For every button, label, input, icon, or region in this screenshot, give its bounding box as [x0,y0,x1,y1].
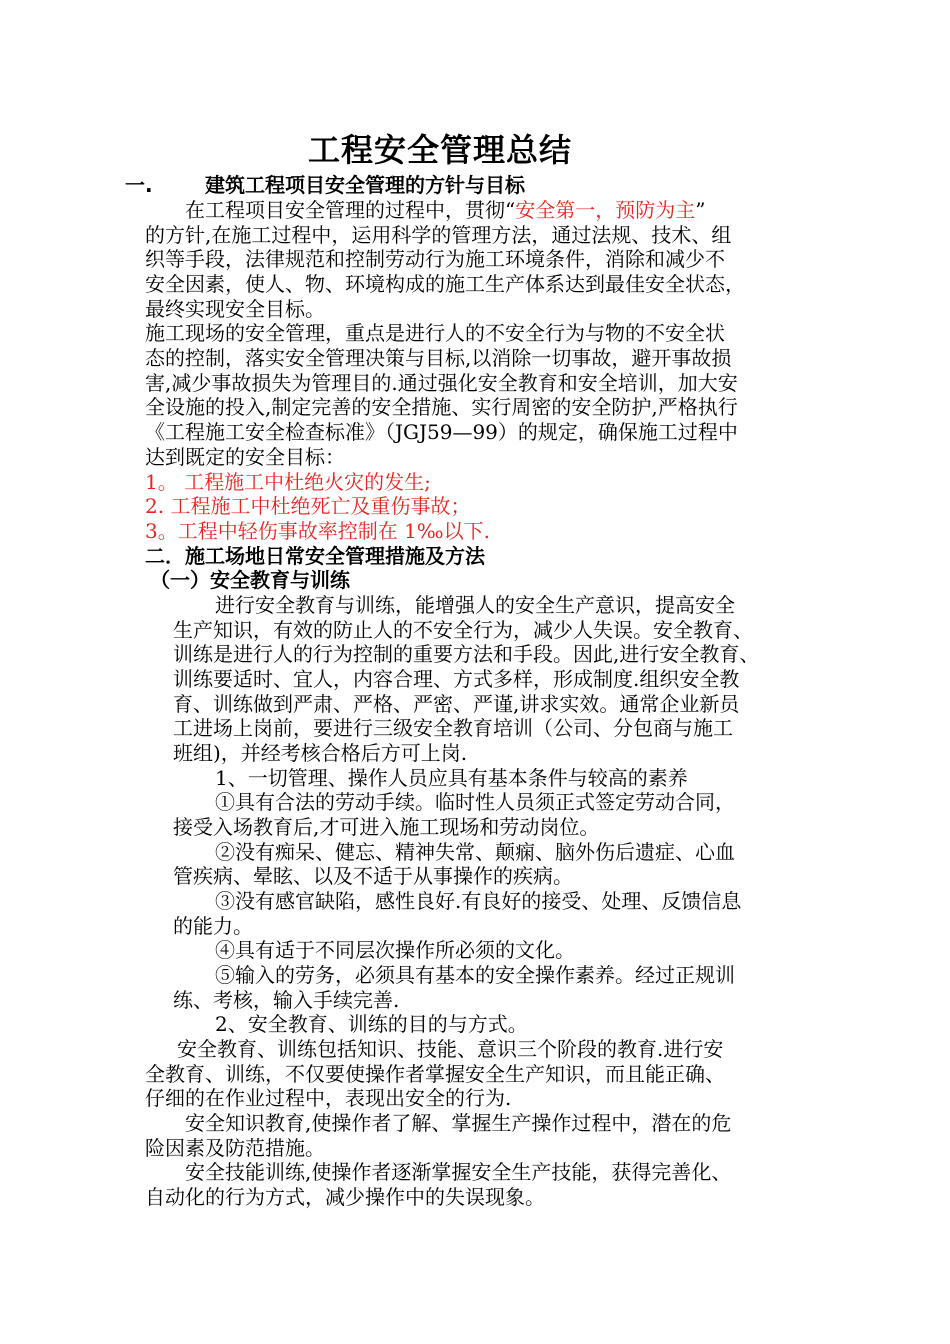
condition-1-line1: ①具有合法的劳动手续。临时性人员须正式签定劳动合同， [215,790,735,814]
condition-5-line1: ⑤输入的劳务，必须具有基本的安全操作素养。经过正规训 [215,963,735,987]
section2-p2-line1: 安全教育、训练包括知识、技能、意识三个阶段的教育.进行安 [177,1037,724,1061]
section2-p3-line2: 险因素及防范措施。 [145,1136,325,1160]
section1-heading: 建筑工程项目安全管理的方针与目标 [205,173,525,197]
section2-p2-line2: 全教育、训练，不仅要使操作者掌握安全生产知识，而且能正确、 [145,1062,725,1086]
section2-heading: 二．施工场地日常安全管理措施及方法 [145,544,485,568]
section2-p1-line3: 训练是进行人的行为控制的重要方法和手段。因此,进行安全教育、 [173,642,760,666]
section2-item1: 1、一切管理、操作人员应具有基本条件与较高的素养 [215,766,688,790]
section1-p2-line5: 《工程施工安全检查标准》（JGJ59—99）的规定，确保施工过程中 [145,420,738,444]
section1-number: 一. [125,173,153,197]
document-title: 工程安全管理总结 [307,131,572,169]
section2-p4-line1: 安全技能训练,使操作者逐渐掌握安全生产技能，获得完善化、 [185,1160,732,1184]
condition-3-line1: ③没有感官缺陷，感性良好.有良好的接受、处理、反馈信息 [215,889,742,913]
section2-p1-line5: 育、训练做到严肃、严格、严密、严谨,讲求实效。通常企业新员 [173,692,740,716]
section2-p4-line2: 自动化的行为方式，减少操作中的失误现象。 [145,1185,545,1209]
section1-p1-line2: 的方针,在施工过程中，运用科学的管理方法，通过法规、技术、组 [145,223,732,247]
section1-p2-line4: 全设施的投入,制定完善的安全措施、实行周密的安全防护,严格执行 [145,395,738,419]
section1-p1-line3: 织等手段，法律规范和控制劳动行为施工环境条件，消除和减少不 [145,247,725,271]
section1-p2-line1: 施工现场的安全管理，重点是进行人的不安全行为与物的不安全状 [145,321,725,345]
section2-p2-line3: 仔细的在作业过程中，表现出安全的行为. [145,1086,512,1110]
condition-1-line2: 接受入场教育后,才可进入施工现场和劳动岗位。 [173,815,600,839]
section2-p1-line6: 工进场上岗前，要进行三级安全教育培训（公司、分包商与施工 [173,716,733,740]
section1-p2-line6: 达到既定的安全目标： [145,445,345,469]
condition-5-line2: 练、考核，输入手续完善. [173,988,400,1012]
section1-p2-line2: 态的控制，落实安全管理决策与目标,以消除一切事故，避开事故损 [145,346,732,370]
section1-p1-line4: 安全因素，使人、物、环境构成的施工生产体系达到最佳安全状态， [145,272,745,296]
section1-p2-line3: 害,减少事故损失为管理目的.通过强化安全教育和安全培训，加大安 [145,371,738,395]
condition-3-line2: 的能力。 [173,914,253,938]
section1-p1-line5: 最终实现安全目标。 [145,297,325,321]
section1-p1-line1: 在工程项目安全管理的过程中，贯彻“安全第一，预防为主” [185,198,706,222]
goal-item-1: 1。 工程施工中杜绝火灾的发生; [145,470,431,494]
condition-2-line1: ②没有痴呆、健忘、精神失常、颠痫、脑外伤后遗症、心血 [215,840,735,864]
section2-p1-line1: 进行安全教育与训练，能增强人的安全生产意识，提高安全 [215,593,735,617]
highlight-slogan: 安全第一，预防为主 [515,198,696,222]
section2-p1-line7: 班组)，并经考核合格后方可上岗. [173,741,468,765]
section2-p1-line2: 生产知识，有效的防止人的不安全行为，减少人失误。安全教育、 [173,618,753,642]
goal-item-2: 2. 工程施工中杜绝死亡及重伤事故； [145,494,471,518]
section2-sub1-heading: （一）安全教育与训练 [150,568,350,592]
section2-item2: 2、安全教育、训练的目的与方式。 [215,1012,528,1036]
goal-item-3: 3。工程中轻伤事故率控制在 1‰以下. [145,519,490,543]
condition-2-line2: 管疾病、晕眩、以及不适于从事操作的疾病。 [173,864,573,888]
condition-4-line1: ④具有适于不同层次操作所必须的文化。 [215,938,575,962]
section2-p3-line1: 安全知识教育,使操作者了解、掌握生产操作过程中，潜在的危 [185,1111,732,1135]
section2-p1-line4: 训练要适时、宜人，内容合理、方式多样，形成制度.组织安全教 [173,667,740,691]
